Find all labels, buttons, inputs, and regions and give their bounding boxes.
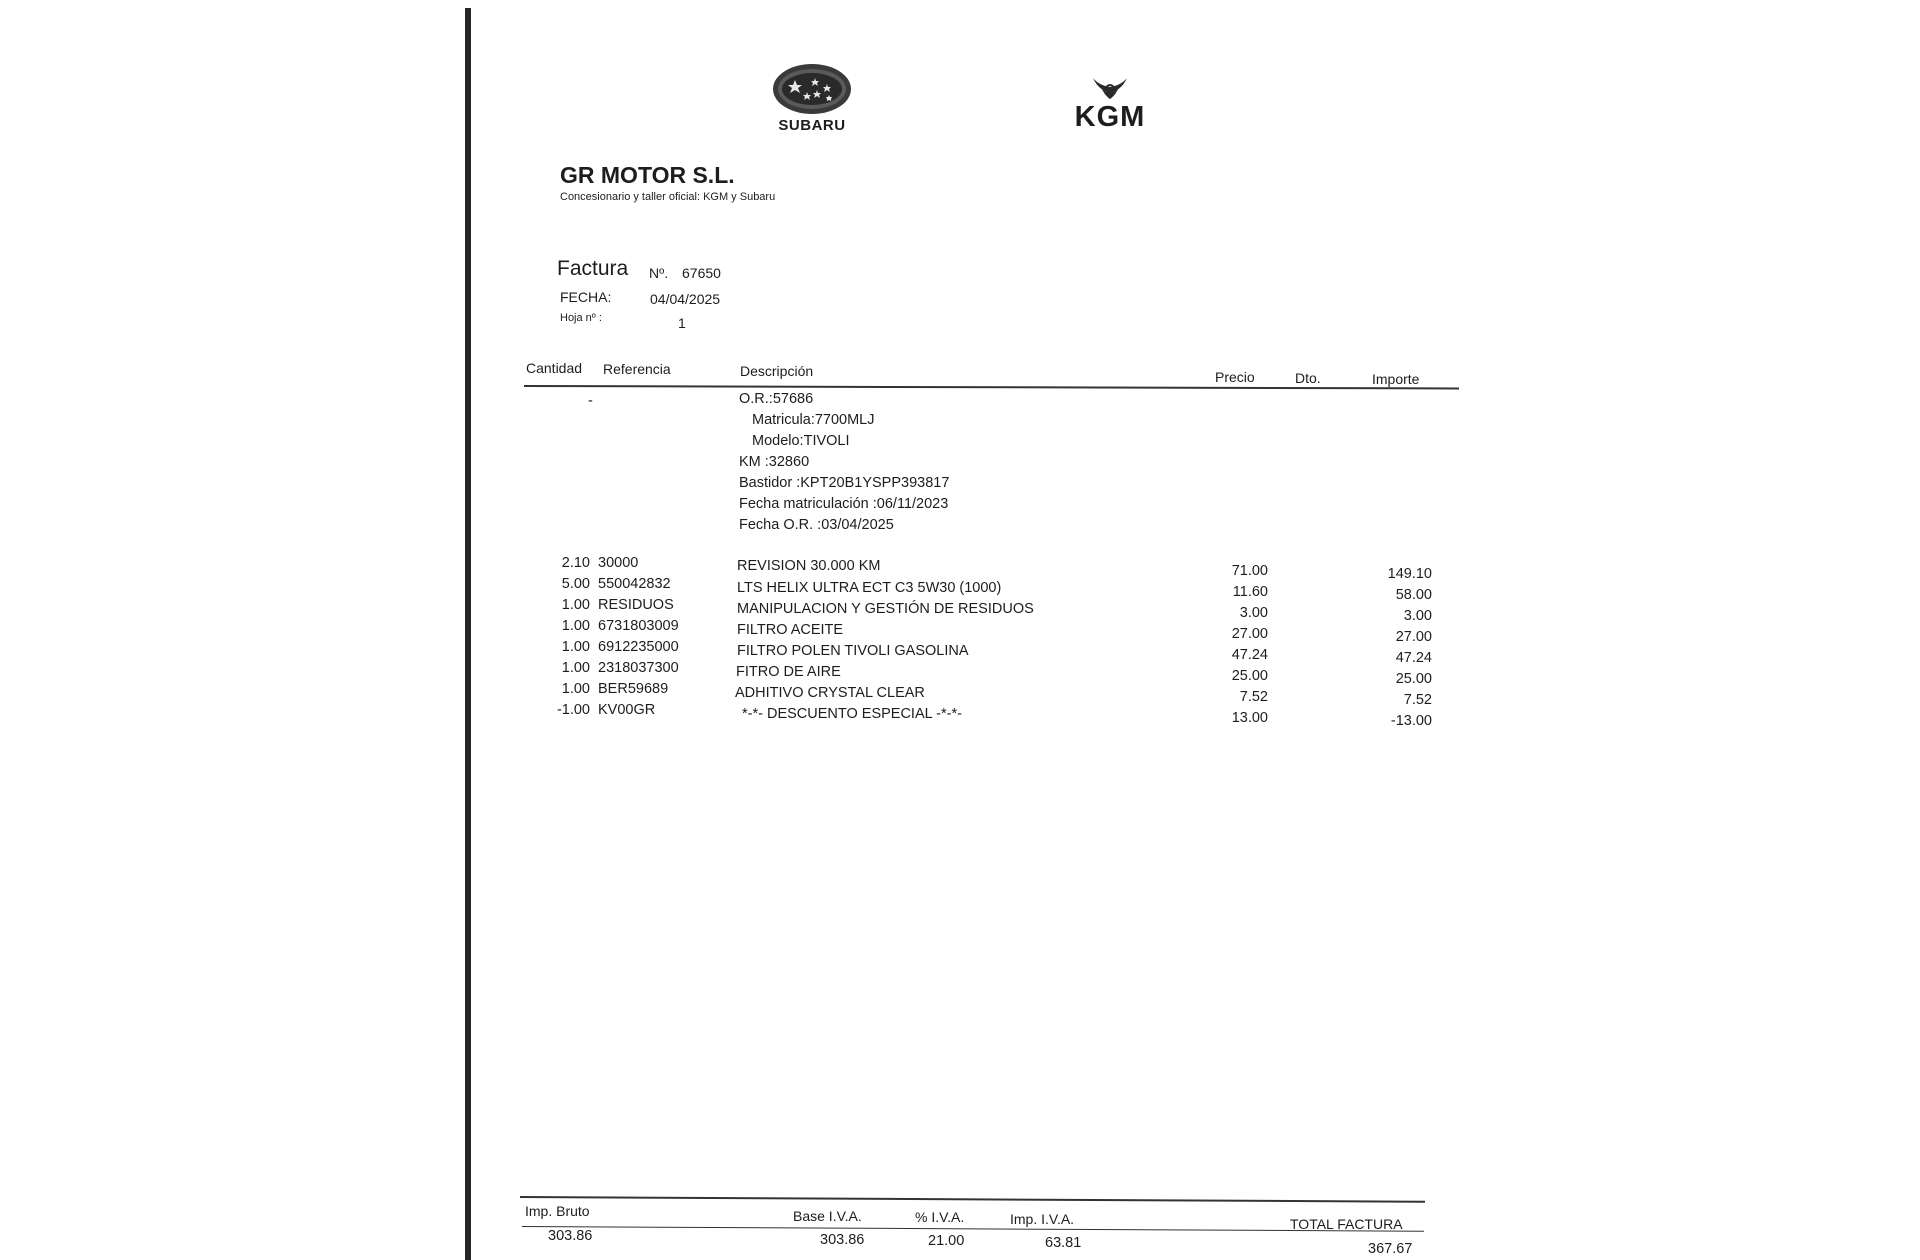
line-descripcion: MANIPULACION Y GESTIÓN DE RESIDUOS [737, 601, 1034, 617]
imp-iva-label: Imp. I.V.A. [1010, 1211, 1075, 1227]
base-iva-value: 303.86 [820, 1232, 865, 1248]
line-cantidad: 2.10 [561, 555, 590, 571]
line-precio: 3.00 [1239, 605, 1268, 621]
line-precio: 25.00 [1231, 668, 1268, 684]
col-header-cantidad: Cantidad [526, 360, 583, 376]
line-referencia: BER59689 [598, 681, 669, 697]
line-cantidad: -1.00 [556, 702, 590, 718]
vehicle-fecha-or: Fecha O.R. :03/04/2025 [739, 517, 894, 533]
col-header-precio: Precio [1215, 369, 1255, 385]
invoice-date-label: FECHA: [560, 289, 612, 305]
line-descripcion: REVISION 30.000 KM [737, 558, 881, 574]
line-referencia: RESIDUOS [598, 597, 674, 613]
pct-iva-value: 21.00 [928, 1233, 965, 1249]
line-referencia: KV00GR [598, 702, 656, 718]
invoice-sheet: 1 [678, 315, 686, 331]
kgm-logo-text: KGM [1074, 101, 1146, 133]
line-precio: 11.60 [1232, 584, 1268, 600]
vehicle-modelo: Modelo:TIVOLI [752, 433, 850, 449]
line-importe: 27.00 [1395, 629, 1432, 645]
line-cantidad: 1.00 [561, 660, 590, 676]
vehicle-or: O.R.:57686 [739, 391, 814, 407]
line-descripcion: FITRO DE AIRE [736, 664, 841, 680]
line-referencia: 550042832 [598, 576, 671, 592]
totals-inner-divider [522, 1226, 1424, 1232]
kgm-logo [1040, 75, 1180, 134]
line-precio: 71.00 [1231, 563, 1268, 579]
subaru-logo-text: SUBARU [778, 117, 846, 134]
vehicle-fecha-matriculacion: Fecha matriculación :06/11/2023 [739, 496, 949, 512]
pct-iva-label: % I.V.A. [915, 1209, 965, 1225]
total-factura-value: 367.67 [1368, 1241, 1413, 1257]
line-importe: 25.00 [1395, 671, 1432, 687]
line-importe: 7.52 [1403, 692, 1432, 708]
line-cantidad: 1.00 [561, 681, 590, 697]
line-importe: -13.00 [1390, 713, 1432, 729]
subaru-logo [752, 62, 872, 134]
imp-bruto-value: 303.86 [548, 1228, 593, 1244]
line-importe: 3.00 [1403, 608, 1432, 624]
line-cantidad: 1.00 [561, 618, 590, 634]
page-binding-edge [465, 8, 471, 1260]
line-descripcion: ADHITIVO CRYSTAL CLEAR [735, 685, 925, 701]
col-header-dto: Dto. [1295, 370, 1321, 386]
invoice-title: Factura [557, 257, 629, 280]
line-descripcion: FILTRO POLEN TIVOLI GASOLINA [737, 643, 969, 659]
imp-bruto-label: Imp. Bruto [525, 1203, 590, 1219]
line-precio: 13.00 [1231, 710, 1268, 726]
line-descripcion: LTS HELIX ULTRA ECT C3 5W30 (1000) [737, 580, 1002, 596]
subaru-emblem-icon [771, 62, 853, 116]
invoice-number-label: Nº. [649, 265, 669, 281]
line-descripcion: *-*- DESCUENTO ESPECIAL -*-*- [742, 706, 962, 722]
invoice-sheet-label: Hoja nº : [560, 312, 602, 324]
line-precio: 47.24 [1231, 647, 1268, 663]
totals-top-divider [520, 1196, 1425, 1203]
invoice-number: 67650 [682, 265, 721, 281]
kgm-wing-emblem-icon [1089, 75, 1131, 101]
vehicle-dash: - [588, 393, 593, 409]
line-referencia: 2318037300 [598, 660, 679, 676]
imp-iva-value: 63.81 [1045, 1235, 1082, 1251]
company-tagline: Concesionario y taller oficial: KGM y Subaru [560, 191, 776, 203]
line-importe: 149.10 [1387, 566, 1432, 582]
line-referencia: 6912235000 [598, 639, 679, 655]
line-precio: 7.52 [1239, 689, 1268, 705]
line-referencia: 6731803009 [598, 618, 679, 634]
company-name: GR MOTOR S.L. [560, 162, 735, 188]
line-descripcion: FILTRO ACEITE [737, 622, 844, 638]
vehicle-matricula: Matricula:7700MLJ [752, 412, 875, 428]
line-cantidad: 5.00 [561, 576, 590, 592]
vehicle-bastidor: Bastidor :KPT20B1YSPP393817 [739, 475, 950, 491]
line-cantidad: 1.00 [561, 597, 590, 613]
col-header-importe: Importe [1372, 371, 1420, 387]
line-precio: 27.00 [1231, 626, 1268, 642]
line-referencia: 30000 [598, 555, 639, 571]
vehicle-km: KM :32860 [739, 454, 810, 470]
col-header-referencia: Referencia [603, 361, 671, 377]
line-importe: 58.00 [1395, 587, 1432, 603]
line-importe: 47.24 [1395, 650, 1432, 666]
base-iva-label: Base I.V.A. [793, 1208, 862, 1224]
invoice-date: 04/04/2025 [650, 291, 721, 307]
col-header-descripcion: Descripción [740, 363, 814, 379]
total-factura-label: TOTAL FACTURA [1290, 1216, 1403, 1232]
line-cantidad: 1.00 [561, 639, 590, 655]
